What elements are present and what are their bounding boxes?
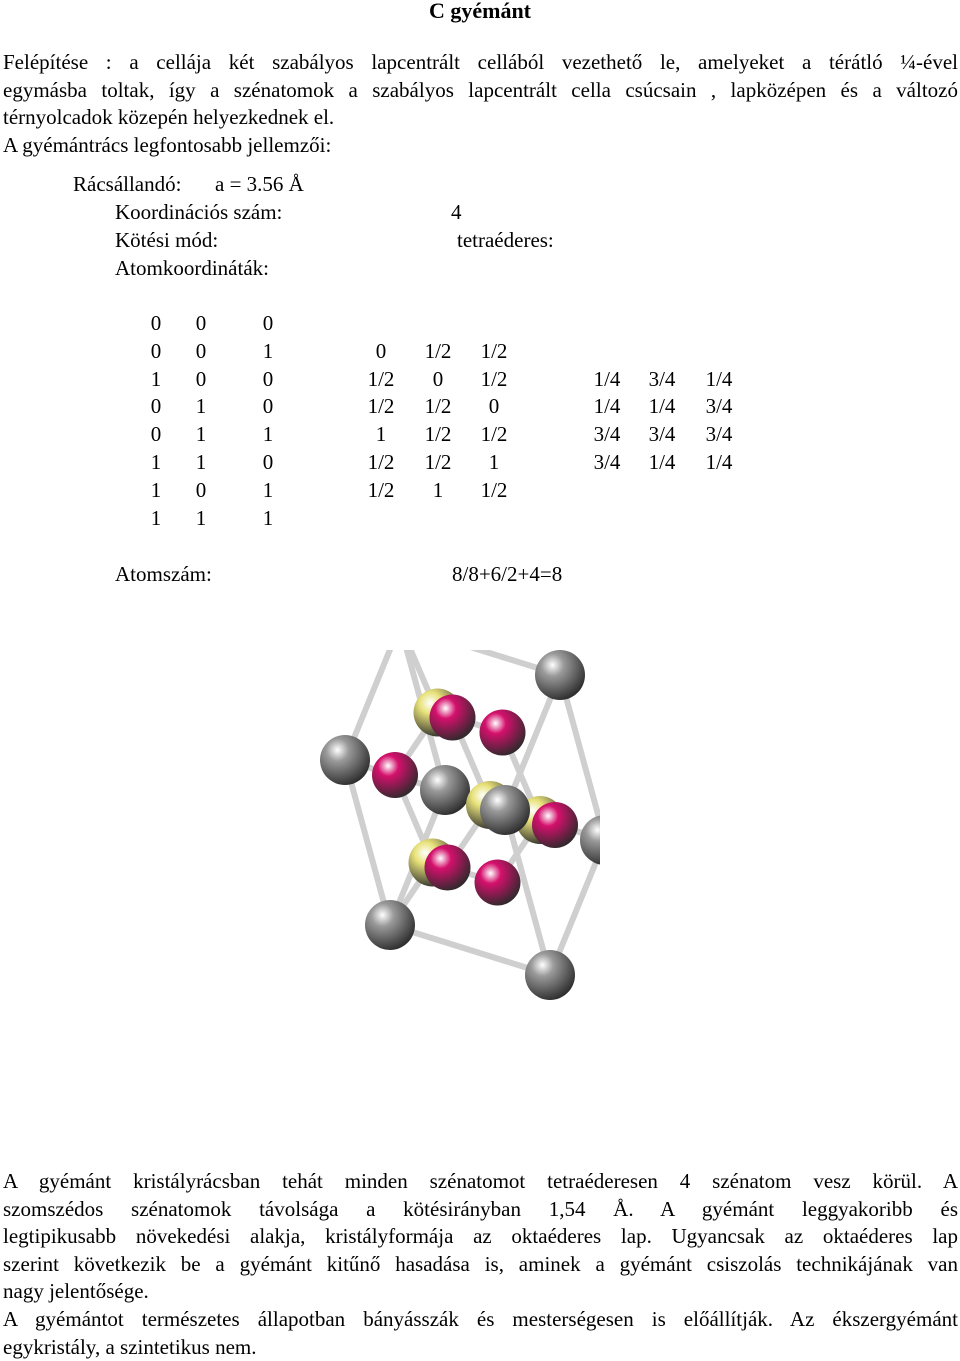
conclusion-line: egykristály, a szintetikus nem. [3, 1334, 257, 1359]
coordinate-cell: 0 [150, 422, 162, 447]
coordinate-cell: 3/4 [593, 422, 621, 447]
coordinate-cell: 1/2 [367, 366, 395, 391]
bond-type-label: Kötési mód: [115, 228, 219, 252]
diamond-unit-cell-figure [270, 650, 600, 1010]
coordinate-cell: 1/2 [480, 338, 508, 363]
coordinate-cell: 0 [488, 394, 500, 419]
coordinate-cell: 3/4 [648, 422, 676, 447]
conclusion-line: nagy jelentősége. [3, 1279, 149, 1304]
bond-line [390, 925, 550, 975]
corner-atom [320, 735, 370, 785]
coordination-number-label: Koordinációs szám: [115, 200, 283, 224]
coordinate-cell: 1 [195, 394, 207, 419]
face-atom [372, 752, 418, 798]
conclusion-line: szerint következik be a gyémánt kitűnő hasadása is, aminek a gyémánt csiszolás technikájának van [3, 1251, 958, 1276]
coordinate-cell: 1/2 [480, 477, 508, 502]
conclusion-line: A gyémánt kristályrácsban tehát minden szénatomot tetraéderesen 4 szénatom vesz körül. A [3, 1169, 958, 1193]
coordinate-cell: 0 [432, 366, 444, 391]
corner-atom [480, 785, 530, 835]
coordinate-cell: 1 [150, 477, 162, 502]
page-title: C gyémánt [428, 0, 532, 23]
coordinate-cell: 1 [375, 422, 387, 447]
conclusion-paragraph [3, 1168, 958, 1361]
coordinate-cell: 0 [262, 394, 274, 419]
conclusion-line: legtipikusabb növekedési alakja, kristályformája az oktaéderes lap. Ugyancsak az oktaéderes lap [3, 1224, 958, 1249]
coordinate-cell: 1/2 [424, 450, 452, 474]
coordinate-cell: 1/2 [367, 450, 395, 474]
coordinate-cell: 1 [262, 422, 274, 447]
coordinate-cell: 1/2 [480, 422, 508, 447]
corner-atom [580, 815, 600, 865]
coordination-number-value: 4 [451, 200, 462, 224]
intro-line: egymásba toltak, így a szénatomok a szabályos lapcentrált cella csúcsain , lapközépen és a változó [3, 77, 958, 102]
conclusion-line: szomszédos szénatomok távolsága a kötésirányban 1,54 Å. A gyémánt leggyakoribb és [3, 1196, 958, 1221]
lattice-constant-value: a = 3.56 Å [215, 172, 304, 196]
corner-atom [420, 765, 470, 815]
coordinate-cell: 1/4 [648, 394, 676, 419]
coordinate-cell: 0 [262, 450, 274, 474]
coordinate-cell: 1 [488, 450, 500, 474]
corner-atom [365, 900, 415, 950]
coordinate-cell: 1 [195, 450, 207, 474]
bond-type-value: tetraéderes: [457, 228, 554, 252]
coordinate-cell: 3/4 [593, 450, 621, 474]
coordinate-cell: 1 [432, 477, 444, 502]
coordinate-cell: 0 [195, 311, 207, 335]
corner-atom [535, 650, 585, 700]
atom-count-label: Atomszám: [115, 562, 212, 586]
coordinate-cell: 1/4 [593, 366, 621, 391]
atom-coordinates-label: Atomkoordináták: [115, 256, 269, 280]
corner-atom [525, 950, 575, 1000]
coordinate-cell: 1/4 [648, 450, 676, 474]
coordinate-cell: 0 [195, 338, 207, 363]
coordinate-cell: 0 [262, 366, 274, 391]
coordinate-cell: 1 [262, 477, 274, 502]
intro-line: Felépítése : a cellája két szabályos lapcentrált cellából vezethető le, amelyeket a térátló ¼-ével [3, 50, 958, 74]
coordinate-cell: 0 [195, 366, 207, 391]
coordinate-cell: 1/4 [705, 450, 733, 474]
coordinate-cell: 1 [195, 422, 207, 447]
coordinate-cell: 0 [150, 338, 162, 363]
features-heading: A gyémántrács legfontosabb jellemzői: [3, 132, 332, 157]
coordinate-cell: 0 [150, 394, 162, 419]
coordinate-cell: 1/2 [424, 338, 452, 363]
coordinate-cell: 0 [195, 477, 207, 502]
coordinate-cell: 1 [262, 505, 274, 530]
coordinate-cell: 1 [150, 366, 162, 391]
intro-line: térnyolcadok közepén helyezkednek el. [3, 105, 335, 130]
atom-count-value: 8/8+6/2+4=8 [452, 562, 563, 586]
coordinate-cell: 0 [150, 311, 162, 335]
coordinate-cell: 1/2 [424, 394, 452, 419]
face-atom [430, 695, 476, 741]
intro-paragraph [3, 49, 958, 159]
face-atom [480, 710, 526, 756]
face-atom [475, 860, 521, 906]
coordinate-cell: 1 [150, 505, 162, 530]
coordinate-cell: 1/2 [367, 394, 395, 419]
coordinate-cell: 1 [195, 505, 207, 530]
coordinate-cell: 1/2 [424, 422, 452, 447]
coordinate-cell: 1/4 [593, 394, 621, 419]
conclusion-line: A gyémántot természetes állapotban bányásszák és mesterségesen is előállítják. Az ékszergyémánt [3, 1306, 958, 1331]
coordinate-cell: 3/4 [705, 422, 733, 447]
coordinate-cell: 1 [150, 450, 162, 474]
coordinate-cell: 3/4 [648, 366, 676, 391]
coordinate-cell: 1/2 [367, 477, 395, 502]
coordinate-cell: 1/2 [480, 366, 508, 391]
coordinate-cell: 0 [262, 311, 274, 335]
coordinate-cell: 1/4 [705, 366, 733, 391]
face-atom [425, 845, 471, 891]
coordinate-cell: 3/4 [705, 394, 733, 419]
lattice-constant-label: Rácsállandó: [73, 172, 182, 196]
face-atom [532, 802, 578, 848]
coordinate-cell: 1 [262, 338, 274, 363]
coordinate-cell: 0 [375, 338, 387, 363]
